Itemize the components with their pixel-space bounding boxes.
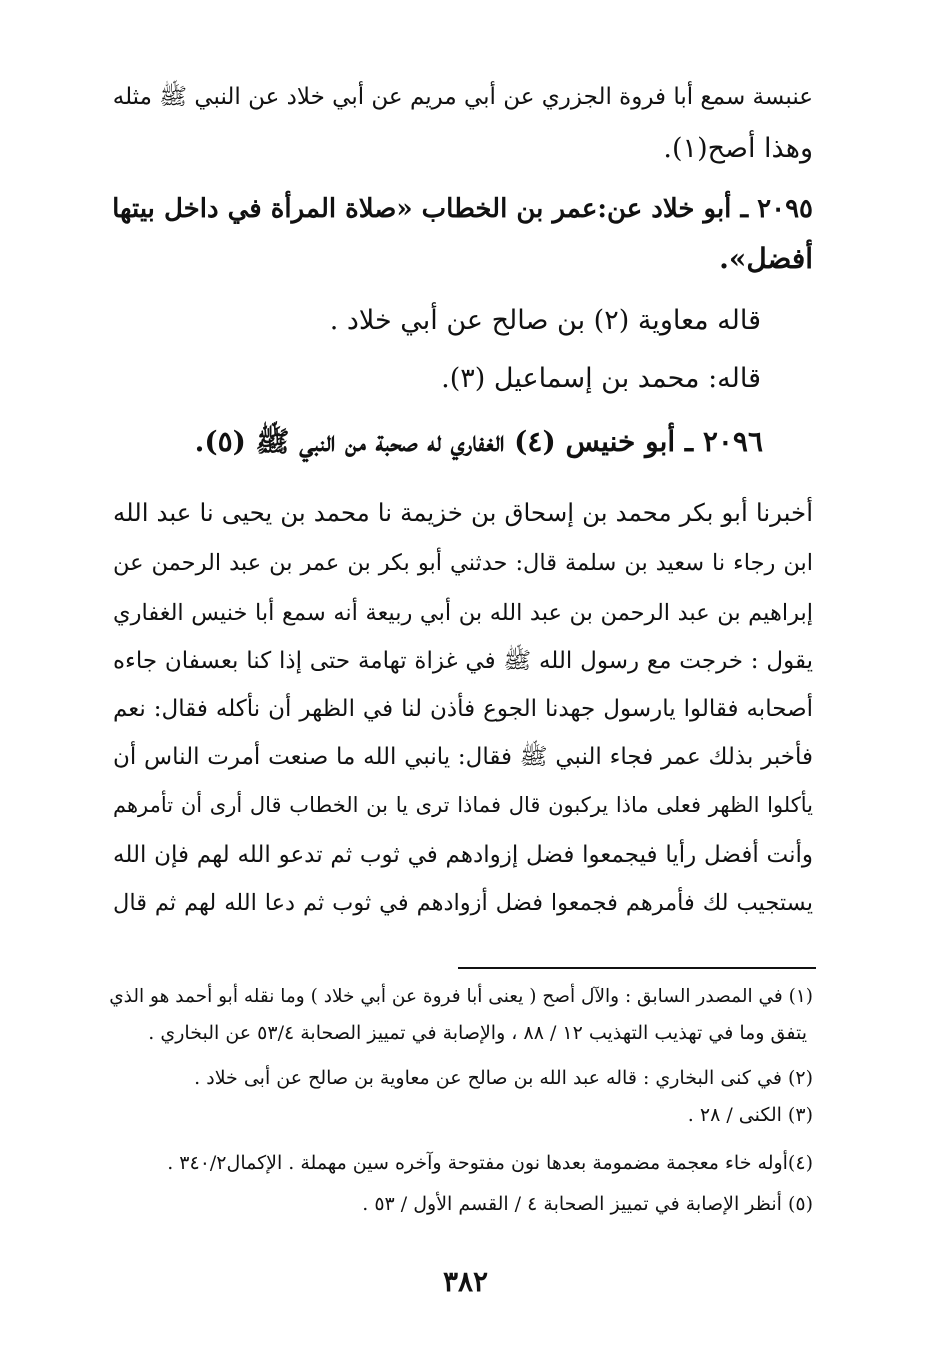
footnote-1-continued: يتفق وما في تهذيب التهذيب ١٢ / ٨٨ ، والإصابة في تمييز الصحابة ٥٣/٤ عن البخاري . <box>148 1022 807 1044</box>
entry-heading-2095: ٢٠٩٥ ـ أبو خلاد عن:عمر بن الخطاب «صلاة المرأة في داخل بيتها <box>112 194 813 224</box>
body-line: يقول : خرجت مع رسول الله ﷺ في غزاة تهامة حتى إذا كنا بعسفان جاءه <box>113 648 813 674</box>
body-line: يأكلوا الظهر فعلى ماذا يركبون قال فماذا ترى يا بن الخطاب قال أرى أن تأمرهم <box>113 793 813 817</box>
footnote-5: (٥) أنظر الإصابة في تمييز الصحابة ٤ / القسم الأول / ٥٣ . <box>362 1193 813 1215</box>
body-line: أصحابه فقالوا يارسول جهدنا الجوع فأذن لنا في الظهر أن نأكله فقال: نعم <box>113 696 813 722</box>
footnote-4: (٤)أوله خاء معجمة مضمومة بعدها نون مفتوحة وآخره سين مهملة . الإكمال٣٤٠/٢ . <box>167 1152 813 1174</box>
body-line: يستجيب لك فأمرهم فجمعوا فضل أزوادهم في ثوب ثم دعا الله لهم ثم قال <box>113 890 813 916</box>
body-line: قاله معاوية (٢) بن صالح عن أبي خلاد . <box>329 305 761 336</box>
body-line: ابن رجاء نا سعيد بن سلمة قال: حدثني أبو بكر بن عمر بن عبد الرحمن عن <box>113 550 813 576</box>
footnote-1: (١) في المصدر السابق : والآل أصح ( يعنى أبا فروة عن أبي خلاد ) وما نقله أبو أحمد هو الذي <box>109 986 813 1007</box>
page-number: ٣٨٢ <box>442 1265 489 1298</box>
footnote-separator <box>458 967 816 969</box>
entry-heading-2095-continued: أفضل». <box>719 242 813 275</box>
body-line: أخبرنا أبو بكر محمد بن إسحاق بن خزيمة نا محمد بن يحيى نا عبد الله <box>113 498 813 527</box>
body-line: وأنت أفضل رأيا فيجمعوا فضل إزوادهم في ثوب ثم تدعو الله لهم فإن الله <box>113 842 813 868</box>
entry-heading-2096: ٢٠٩٦ ـ أبو خنيس (٤) الغفاري له صحبة من النبي ﷺ (٥). <box>194 425 763 458</box>
footnote-2: (٢) في كنى البخاري : قاله عبد الله بن صالح عن معاوية بن صالح عن أبى خلاد . <box>194 1067 813 1089</box>
body-line: عنبسة سمع أبا فروة الجزري عن أبي مريم عن أبي خلاد عن النبي ﷺ مثله <box>112 84 813 110</box>
body-line: قاله: محمد بن إسماعيل (٣). <box>441 363 761 394</box>
body-line: وهذا أصح(١). <box>663 133 813 164</box>
body-line: فأخبر بذلك عمر فجاء النبي ﷺ فقال: يانبي الله ما صنعت أمرت الناس أن <box>113 744 813 770</box>
body-line: إبراهيم بن عبد الرحمن بن عبد الله بن أبي ربيعة أنه سمع أبا خنيس الغفاري <box>113 600 813 626</box>
footnote-3: (٣) الكنى / ٢٨ . <box>687 1104 813 1126</box>
